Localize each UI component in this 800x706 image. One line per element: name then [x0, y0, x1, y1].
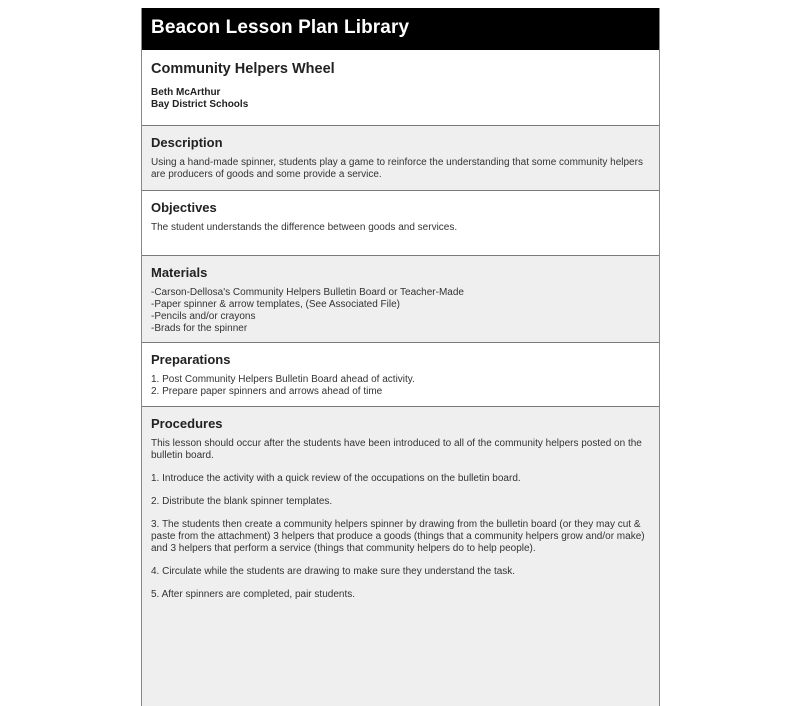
- description-section: [142, 125, 659, 190]
- preparations-heading: Preparations: [151, 352, 231, 367]
- description-heading: Description: [151, 135, 223, 150]
- preparations-item: 1. Post Community Helpers Bulletin Board ahead of activity.: [151, 374, 415, 385]
- description-text: Using a hand-made spinner, students play a game to reinforce the understanding that some community helpers are producers of goods and some provide a service.: [151, 157, 643, 180]
- procedures-step: 2. Distribute the blank spinner templates.: [151, 496, 333, 507]
- materials-section: [142, 255, 659, 342]
- procedures-step: 1. Introduce the activity with a quick review of the occupations on the bulletin board.: [151, 473, 521, 484]
- preparations-item: 2. Prepare paper spinners and arrows ahead of time: [151, 386, 383, 397]
- lesson-plan-page: [141, 8, 660, 706]
- objectives-heading: Objectives: [151, 200, 217, 215]
- procedures-heading: Procedures: [151, 416, 223, 431]
- materials-item: -Paper spinner & arrow templates, (See Associated File): [151, 299, 400, 310]
- lesson-title: Community Helpers Wheel: [151, 61, 335, 77]
- procedures-section: [142, 406, 659, 706]
- preparations-section: [142, 342, 659, 406]
- lesson-organization: Bay District Schools: [151, 99, 249, 110]
- objectives-section: [142, 190, 659, 255]
- materials-item: -Carson-Dellosa's Community Helpers Bulletin Board or Teacher-Made: [151, 287, 464, 298]
- objectives-text: The student understands the difference between goods and services.: [151, 222, 458, 233]
- procedures-step: 3. The students then create a community helpers spinner by drawing from the bulletin board (or they may cut & paste from the attachment) 3 helpers that produce a goods (things that a community helpers grow and/or make) and 3 helpers that perform a service (things that community helpers do to help people).: [151, 519, 645, 554]
- materials-item: -Pencils and/or crayons: [151, 311, 256, 322]
- materials-item: -Brads for the spinner: [151, 323, 248, 334]
- site-header: [142, 8, 659, 50]
- procedures-step: 5. After spinners are completed, pair students.: [151, 589, 355, 600]
- procedures-step: 4. Circulate while the students are drawing to make sure they understand the task.: [151, 566, 516, 577]
- lesson-title-section: [142, 50, 659, 125]
- materials-heading: Materials: [151, 265, 208, 280]
- site-title: Beacon Lesson Plan Library: [151, 17, 410, 38]
- procedures-paragraph: This lesson should occur after the students have been introduced to all of the community helpers posted on the bulletin board.: [151, 438, 642, 461]
- lesson-author: Beth McArthur: [151, 87, 221, 98]
